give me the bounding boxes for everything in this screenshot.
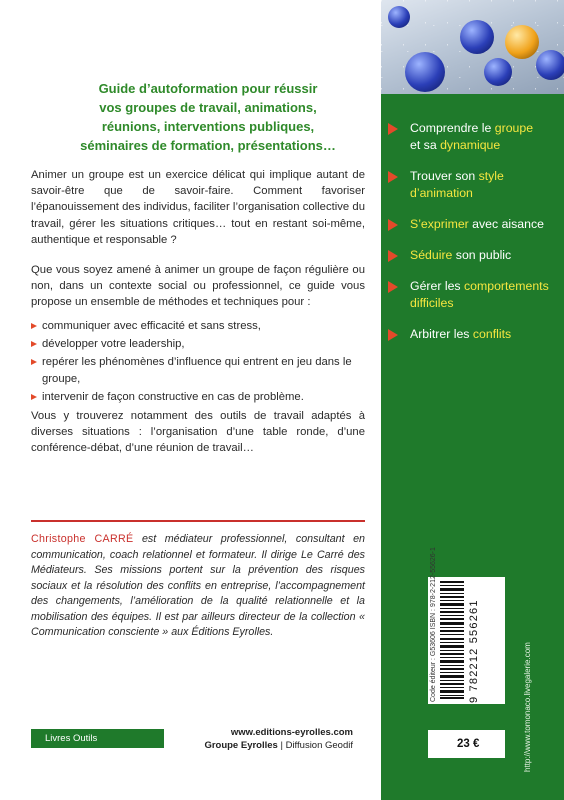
feature-highlight: dynamique <box>440 138 501 152</box>
sphere-decoration <box>505 25 539 59</box>
feature-list <box>384 120 562 354</box>
tagline-line: vos groupes de travail, animations, <box>99 100 317 115</box>
list-item: communiquer avec efficacité et sans stress, <box>31 318 365 334</box>
feature-item <box>384 247 562 264</box>
intro-paragraph: Animer un groupe est un exercice délicat qui implique autant de savoir-être que de savoir-faire. Comment favoriser l’épanouissement des individus, faciliter l’organisation collective du travail, gérer les situations critiques… tout en restant soi-même, authentique et responsable ? <box>31 169 365 246</box>
feature-item <box>384 216 562 233</box>
feature-text: Gérer les <box>410 279 464 293</box>
feature-text: avec aisance <box>468 217 544 231</box>
feature-item <box>384 278 562 312</box>
tools-paragraph: Vous y trouverez notamment des outils de travail adaptés à diverses situations : l’organisation d’une table ronde, d’une conférence-débat, d’une réunion de travail… <box>31 410 365 455</box>
context-paragraph: Que vous soyez amené à animer un groupe de façon régulière ou non, dans un contexte social ou professionnel, ce guide vous propose un ensemble de méthodes et techniques pour : <box>31 264 365 309</box>
publisher-line: Groupe Eyrolles | Diffusion Geodif <box>204 740 353 751</box>
bullet-arrow-icon <box>31 341 37 347</box>
sphere-decoration <box>484 58 512 86</box>
publisher-website[interactable]: www.editions-eyrolles.com <box>230 727 353 738</box>
tagline-line: séminaires de formation, présentations… <box>80 138 336 153</box>
tagline-line: Guide d’autoformation pour réussir <box>98 81 318 96</box>
arrow-right-icon <box>388 250 398 262</box>
barcode <box>440 581 464 699</box>
feature-highlight: Séduire <box>410 248 453 262</box>
arrow-right-icon <box>388 281 398 293</box>
feature-text: Arbitrer les <box>410 327 473 341</box>
feature-highlight: S’exprimer <box>410 217 469 231</box>
cover-tagline <box>48 79 368 155</box>
divider <box>31 520 365 522</box>
arrow-right-icon <box>388 329 398 341</box>
feature-highlight: d’animation <box>410 186 473 200</box>
feature-highlight: conflits <box>472 327 512 341</box>
sphere-decoration <box>460 20 494 54</box>
collection-label: Livres Outils <box>31 729 164 748</box>
bullet-arrow-icon <box>31 359 37 365</box>
arrow-right-icon <box>388 123 398 135</box>
feature-item <box>384 120 562 154</box>
feature-text: et sa <box>410 138 441 152</box>
price: 23 € <box>457 738 480 750</box>
arrow-right-icon <box>388 171 398 183</box>
feature-highlight: style <box>478 169 504 183</box>
feature-highlight: comportements <box>464 279 549 293</box>
list-item: intervenir de façon constructive en cas de problème. <box>31 389 365 405</box>
author-bio-text: est médiateur professionnel, consultant en communication, coach relationnel et formateur. Il dirige Le Carré des Médiateurs. Ses missions portent sur la prévention des risques sociaux et la résolution des conflits en entreprise, l’accompagnement des changements, l’amélioration de la qualité relationnelle et la mobilisation des équipes. Il est par ailleurs directeur de la collection « Communication consciente » aux Éditions Eyrolles. <box>31 533 366 638</box>
list-item: repérer les phénomènes d’influence qui entrent en jeu dans le groupe, <box>31 354 365 386</box>
photo-credit-url: http://www.tomonaco.livegalerie.com <box>523 642 532 772</box>
sphere-decoration <box>405 52 445 92</box>
bullet-arrow-icon <box>31 394 37 400</box>
author-name: Christophe CARRÉ <box>31 533 134 545</box>
feature-highlight: difficiles <box>410 296 454 310</box>
sphere-decoration <box>388 6 410 28</box>
tagline-line: réunions, interventions publiques, <box>101 119 315 134</box>
feature-text: Trouver son <box>410 169 479 183</box>
sphere-decoration <box>536 50 564 80</box>
ean-number: 9 782212 556261 <box>468 599 480 703</box>
bullet-arrow-icon <box>31 323 37 329</box>
feature-item <box>384 326 562 343</box>
publisher-codes: Code éditeur : G53606 ISBN : 978-2-212-55626-1 <box>430 547 437 702</box>
feature-highlight: groupe <box>494 121 534 135</box>
arrow-right-icon <box>388 219 398 231</box>
feature-text: Comprendre le <box>410 121 495 135</box>
author-bio <box>31 532 365 641</box>
feature-item <box>384 168 562 202</box>
methods-list <box>31 318 365 407</box>
feature-text: son public <box>452 248 512 262</box>
list-item: développer votre leadership, <box>31 336 365 352</box>
